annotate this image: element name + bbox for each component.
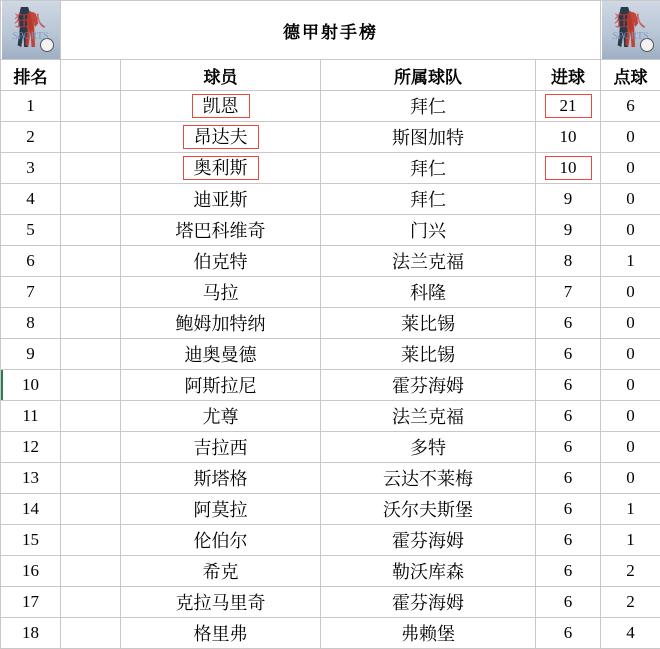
cell-spacer xyxy=(61,153,121,184)
cell-spacer xyxy=(61,432,121,463)
cell-penalty: 4 xyxy=(601,618,660,649)
logo-cell-right xyxy=(601,1,660,60)
column-header-team: 所属球队 xyxy=(321,60,536,91)
cell-player xyxy=(121,91,321,122)
cell-goals xyxy=(536,91,601,122)
cell-goals: 6 xyxy=(536,556,601,587)
cell-goals: 9 xyxy=(536,184,601,215)
logo-subtext-right: SPORTS xyxy=(602,31,660,42)
brand-logo-left-icon xyxy=(2,1,60,59)
cell-player: 尤尊 xyxy=(121,401,321,432)
cell-goals: 10 xyxy=(536,122,601,153)
table-row xyxy=(1,339,660,370)
cell-penalty: 0 xyxy=(601,277,660,308)
cell-rank: 12 xyxy=(1,432,61,463)
cell-player: 迪奥曼德 xyxy=(121,339,321,370)
cell-penalty: 1 xyxy=(601,525,660,556)
table-row xyxy=(1,153,660,184)
cell-rank: 10 xyxy=(1,370,61,401)
cell-rank: 18 xyxy=(1,618,61,649)
cell-penalty: 0 xyxy=(601,401,660,432)
cell-goals: 6 xyxy=(536,339,601,370)
cell-goals xyxy=(536,153,601,184)
cell-player: 克拉马里奇 xyxy=(121,587,321,618)
cell-spacer xyxy=(61,370,121,401)
cell-penalty: 0 xyxy=(601,463,660,494)
cell-goals: 6 xyxy=(536,463,601,494)
cell-player: 伦伯尔 xyxy=(121,525,321,556)
title-row xyxy=(1,1,660,60)
cell-goals: 8 xyxy=(536,246,601,277)
cell-team: 沃尔夫斯堡 xyxy=(321,494,536,525)
cell-team: 法兰克福 xyxy=(321,401,536,432)
brand-logo-right-icon xyxy=(602,1,660,59)
cell-team: 弗赖堡 xyxy=(321,618,536,649)
cell-penalty: 0 xyxy=(601,432,660,463)
column-header-rank: 排名 xyxy=(1,60,61,91)
page-title: 德甲射手榜 xyxy=(61,1,601,60)
cell-penalty: 0 xyxy=(601,122,660,153)
cell-rank: 1 xyxy=(1,91,61,122)
table-row xyxy=(1,370,660,401)
table-row xyxy=(1,215,660,246)
cell-team: 霍芬海姆 xyxy=(321,525,536,556)
table-row xyxy=(1,246,660,277)
cell-spacer xyxy=(61,122,121,153)
cell-goals: 6 xyxy=(536,525,601,556)
cell-penalty: 0 xyxy=(601,339,660,370)
cell-team: 门兴 xyxy=(321,215,536,246)
player-highlight: 昂达夫 xyxy=(183,125,259,149)
cell-penalty: 0 xyxy=(601,184,660,215)
cell-rank: 2 xyxy=(1,122,61,153)
cell-spacer xyxy=(61,556,121,587)
cell-rank: 8 xyxy=(1,308,61,339)
cell-rank: 4 xyxy=(1,184,61,215)
cell-rank: 15 xyxy=(1,525,61,556)
player-highlight: 凯恩 xyxy=(192,94,250,118)
cell-spacer xyxy=(61,525,121,556)
cell-player: 阿斯拉尼 xyxy=(121,370,321,401)
table-row xyxy=(1,91,660,122)
cell-player: 斯塔格 xyxy=(121,463,321,494)
cell-team: 拜仁 xyxy=(321,153,536,184)
cell-spacer xyxy=(61,587,121,618)
cell-rank: 13 xyxy=(1,463,61,494)
cell-goals: 6 xyxy=(536,370,601,401)
cell-spacer xyxy=(61,184,121,215)
table-row xyxy=(1,122,660,153)
cell-spacer xyxy=(61,91,121,122)
cell-rank: 7 xyxy=(1,277,61,308)
cell-rank: 5 xyxy=(1,215,61,246)
logo-watermark-right: 狂人 xyxy=(602,15,660,30)
cell-player xyxy=(121,153,321,184)
cell-rank: 11 xyxy=(1,401,61,432)
cell-player: 迪亚斯 xyxy=(121,184,321,215)
table-body xyxy=(1,1,660,649)
logo-subtext-left: SPORTS xyxy=(2,31,60,42)
cell-team: 多特 xyxy=(321,432,536,463)
cell-goals: 9 xyxy=(536,215,601,246)
cell-spacer xyxy=(61,308,121,339)
cell-penalty: 0 xyxy=(601,153,660,184)
table-row xyxy=(1,494,660,525)
cell-team: 拜仁 xyxy=(321,91,536,122)
cell-spacer xyxy=(61,463,121,494)
table-row xyxy=(1,184,660,215)
cell-penalty: 2 xyxy=(601,556,660,587)
cell-team: 云达不莱梅 xyxy=(321,463,536,494)
cell-rank: 3 xyxy=(1,153,61,184)
cell-spacer xyxy=(61,339,121,370)
cell-team: 勒沃库森 xyxy=(321,556,536,587)
cell-spacer xyxy=(61,401,121,432)
cell-spacer xyxy=(61,215,121,246)
table-row xyxy=(1,618,660,649)
table-row xyxy=(1,277,660,308)
logo-watermark-left: 狂人 xyxy=(2,15,60,30)
cell-goals: 6 xyxy=(536,587,601,618)
table-row xyxy=(1,556,660,587)
cell-goals: 6 xyxy=(536,618,601,649)
cell-team: 拜仁 xyxy=(321,184,536,215)
table-row xyxy=(1,401,660,432)
cell-goals: 7 xyxy=(536,277,601,308)
cell-rank: 14 xyxy=(1,494,61,525)
cell-penalty: 0 xyxy=(601,215,660,246)
cell-rank: 9 xyxy=(1,339,61,370)
goals-highlight: 21 xyxy=(545,94,592,118)
cell-rank: 17 xyxy=(1,587,61,618)
cell-player: 塔巴科维奇 xyxy=(121,215,321,246)
cell-goals: 6 xyxy=(536,432,601,463)
table-row xyxy=(1,432,660,463)
column-header-row xyxy=(1,60,660,91)
table-row xyxy=(1,587,660,618)
cell-team: 霍芬海姆 xyxy=(321,587,536,618)
cell-spacer xyxy=(61,494,121,525)
cell-team: 霍芬海姆 xyxy=(321,370,536,401)
cell-penalty: 1 xyxy=(601,494,660,525)
column-header-penalty: 点球 xyxy=(601,60,660,91)
logo-cell-left xyxy=(1,1,61,60)
cell-player xyxy=(121,122,321,153)
goals-highlight: 10 xyxy=(545,156,592,180)
table-row xyxy=(1,308,660,339)
cell-team: 莱比锡 xyxy=(321,339,536,370)
table-row xyxy=(1,463,660,494)
player-highlight: 奥利斯 xyxy=(183,156,259,180)
cell-team: 科隆 xyxy=(321,277,536,308)
cell-goals: 6 xyxy=(536,308,601,339)
cell-rank: 16 xyxy=(1,556,61,587)
column-header-spacer xyxy=(61,60,121,91)
cell-player: 阿莫拉 xyxy=(121,494,321,525)
cell-spacer xyxy=(61,246,121,277)
cell-player: 吉拉西 xyxy=(121,432,321,463)
table-row xyxy=(1,525,660,556)
cell-penalty: 0 xyxy=(601,308,660,339)
column-header-goals: 进球 xyxy=(536,60,601,91)
cell-team: 斯图加特 xyxy=(321,122,536,153)
cell-penalty: 0 xyxy=(601,370,660,401)
cell-goals: 6 xyxy=(536,494,601,525)
cell-spacer xyxy=(61,618,121,649)
cell-player: 格里弗 xyxy=(121,618,321,649)
cell-penalty: 1 xyxy=(601,246,660,277)
cell-player: 鲍姆加特纳 xyxy=(121,308,321,339)
cell-penalty: 2 xyxy=(601,587,660,618)
cell-penalty: 6 xyxy=(601,91,660,122)
cell-team: 莱比锡 xyxy=(321,308,536,339)
cell-rank: 6 xyxy=(1,246,61,277)
cell-goals: 6 xyxy=(536,401,601,432)
cell-player: 伯克特 xyxy=(121,246,321,277)
cell-player: 希克 xyxy=(121,556,321,587)
cell-spacer xyxy=(61,277,121,308)
cell-team: 法兰克福 xyxy=(321,246,536,277)
cell-player: 马拉 xyxy=(121,277,321,308)
column-header-player: 球员 xyxy=(121,60,321,91)
